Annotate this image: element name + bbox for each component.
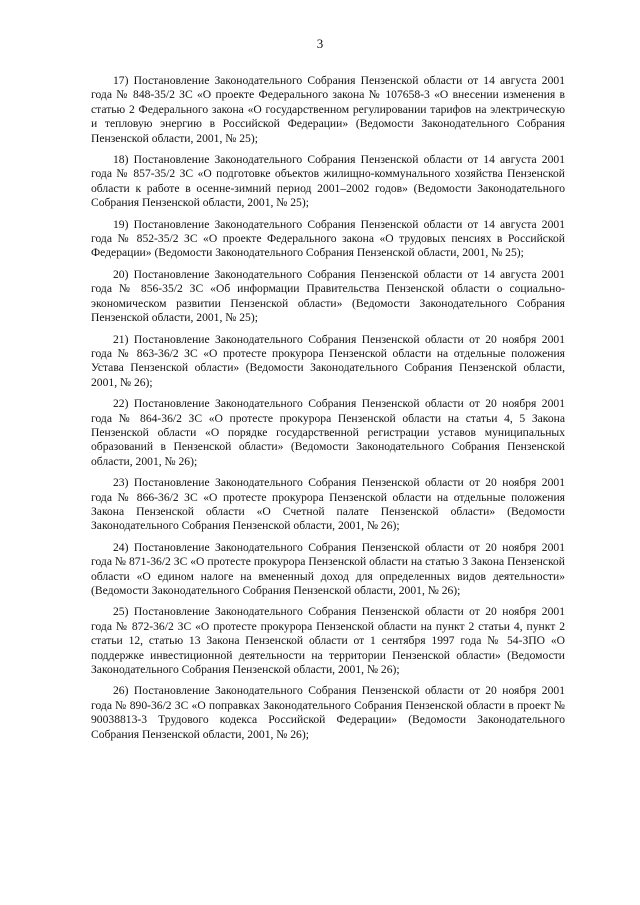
list-item: 20) Постановление Законодательного Собрания Пензенской области от 14 августа 2001 года № 856-35/2 ЗС «Об информации Правительства Пензенской области о социально-экономическом развитии Пензенской области» (Ведомости Законодательного Собрания Пензенской области, 2001, № 25); bbox=[91, 267, 565, 325]
list-item: 25) Постановление Законодательного Собрания Пензенской области от 20 ноября 2001 года № 872-36/2 ЗС «О протесте прокурора Пензенской области на пункт 2 статьи 4, пункт 2 статьи 12, статью 13 Закона Пензенской области от 1 сентября 1997 года № 54-ЗПО «О поддержке инвестиционной деятельности на территории Пензенской области» (Ведомости Законодательного Собрания Пензенской области, 2001, № 26); bbox=[91, 605, 565, 677]
document-body bbox=[91, 74, 565, 749]
list-item: 18) Постановление Законодательного Собрания Пензенской области от 14 августа 2001 года № 857-35/2 ЗС «О подготовке объектов жилищно-коммунального хозяйства Пензенской области к работе в осенне-зимний период 2001–2002 годов» (Ведомости Законодательного Собрания Пензенской области, 2001, № 25); bbox=[91, 153, 565, 210]
list-item: 21) Постановление Законодательного Собрания Пензенской области от 20 ноября 2001 года № 863-36/2 ЗС «О протесте прокурора Пензенской области на отдельные положения Устава Пензенской области» (Ведомости Законодательного Собрания Пензенской области, 2001, № 26); bbox=[91, 332, 565, 389]
page-number: 3 bbox=[316, 36, 324, 51]
list-item: 26) Постановление Законодательного Собрания Пензенской области от 20 ноября 2001 года № 890-36/2 ЗС «О поправках Законодательного Собрания Пензенской области в проект № 90038813-3 Трудового кодекса Российской Федерации» (Ведомости Законодательного Собрания Пензенской области, 2001, № 26); bbox=[91, 684, 565, 741]
list-item: 17) Постановление Законодательного Собрания Пензенской области от 14 августа 2001 года № 848-35/2 ЗС «О проекте Федерального закона № 107658-3 «О внесении изменения в статью 2 Федерального закона «О государственном регулировании тарифов на электрическую и тепловую энергию в Российской Федерации» (Ведомости Законодательного Собрания Пензенской области, 2001, № 25); bbox=[91, 74, 565, 145]
list-item: 22) Постановление Законодательного Собрания Пензенской области от 20 ноября 2001 года № 864-36/2 ЗС «О протесте прокурора Пензенской области на статьи 4, 5 Закона Пензенской области «О порядке государственной регистрации уставов муниципальных образований в Пензенской области» (Ведомости Законодательного Собрания Пензенской области, 2001, № 26); bbox=[91, 397, 565, 468]
list-item: 19) Постановление Законодательного Собрания Пензенской области от 14 августа 2001 года № 852-35/2 ЗС «О проекте Федерального закона «О трудовых пенсиях в Российской Федерации» (Ведомости Законодательного Собрания Пензенской области, 2001, № 25); bbox=[91, 217, 565, 260]
list-item: 23) Постановление Законодательного Собрания Пензенской области от 20 ноября 2001 года № 866-36/2 ЗС «О протесте прокурора Пензенской области на отдельные положения Закона Пензенской области «О Счетной палате Пензенской области» (Ведомости Законодательного Собрания Пензенской области, 2001, № 26); bbox=[91, 476, 565, 533]
list-item: 24) Постановление Законодательного Собрания Пензенской области от 20 ноября 2001 года № 871-36/2 ЗС «О протесте прокурора Пензенской области на статью 3 Закона Пензенской области «О едином налоге на вмененный доход для определенных видов деятельности» (Ведомости Законодательного Собрания Пензенской области, 2001, № 26); bbox=[91, 540, 565, 597]
